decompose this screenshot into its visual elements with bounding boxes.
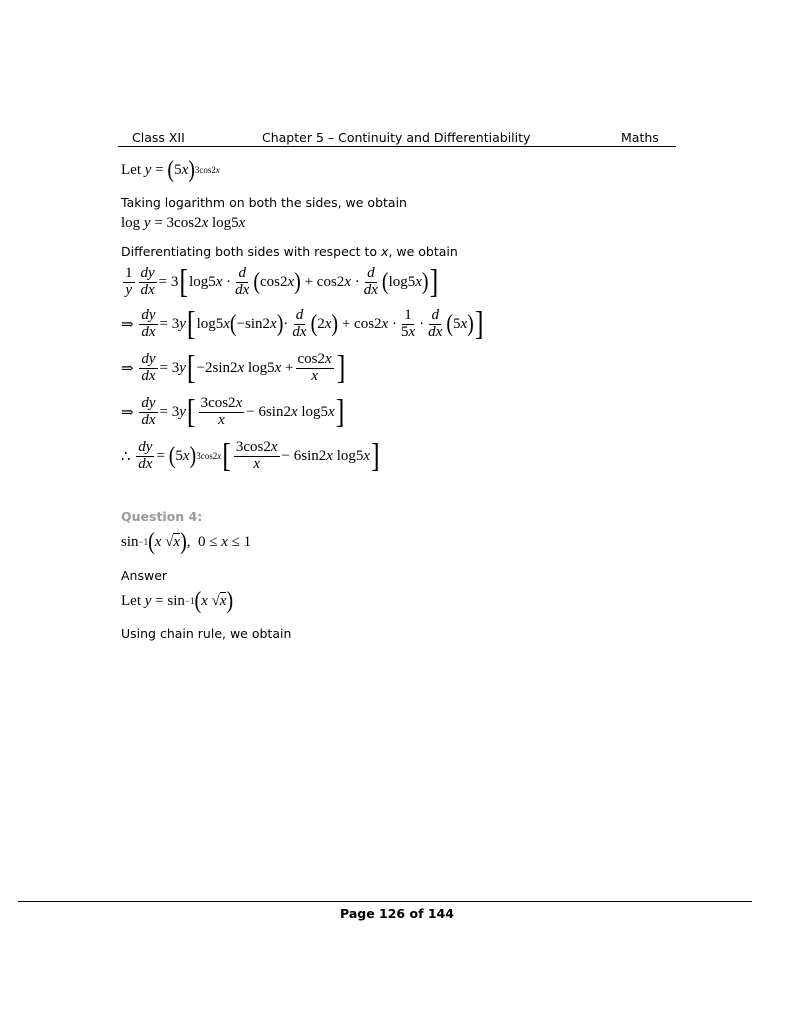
text-chain-rule: Using chain rule, we obtain — [121, 626, 292, 641]
header-subject: Maths — [621, 130, 659, 145]
header-chapter: Chapter 5 – Continuity and Differentiability — [262, 130, 531, 145]
footer-rule — [18, 901, 752, 902]
text-differentiating: Differentiating both sides with respect to x, we obtain — [121, 244, 458, 259]
text-taking-log: Taking logarithm on both the sides, we obtain — [121, 195, 407, 210]
eq-step-1: $\frac{1}{y}$ $\frac{dy}{dx}$ = 3 [ log5 x · $\frac{d}{dx}$ ( cos2 x ) + cos2 x · $\frac{d}{dx}$ ( log5 x ) ] — [125, 262, 439, 301]
eq-step-2: ⇒ $\frac{dy}{dx}$ = 3 y [ log5 x ( −sin2 x ) · $\frac{d}{dx}$ ( 2 x ) + cos2 x · $\frac{1}{5x}$ · $\frac{d}{dx}$ ( 5 x ) ] — [121, 304, 484, 343]
eq-question: sin −1 ( x √ x ) , 0 ≤ x ≤ 1 — [121, 528, 252, 556]
eq-log-y: log y = 3cos2 x log5 x — [121, 215, 246, 231]
page-number: Page 126 of 144 — [340, 906, 454, 921]
header-rule — [118, 146, 676, 147]
eq-step-4: ⇒ $\frac{dy}{dx}$ = 3 y [ $\frac{3\cos 2x}{x}$ − 6sin2 x log5 x ] — [121, 392, 345, 431]
answer-label: Answer — [121, 568, 168, 583]
eq-let-y: Let y = ( 5 x ) 3cos2x — [121, 156, 220, 184]
header-class: Class XII — [132, 130, 185, 145]
eq-answer-let: Let y = sin −1 ( x √ x ) — [121, 587, 234, 615]
question-label: Question 4: — [121, 509, 203, 524]
eq-step-3: ⇒ $\frac{dy}{dx}$ = 3 y [ −2sin2 x log5 x + $\frac{\cos 2x}{x}$ ] — [121, 348, 346, 387]
eq-step-5: ∴ $\frac{dy}{dx}$ = ( 5 x ) 3cos2x [ $\frac{3\cos 2x}{x}$ − 6sin2 x log5 x ] — [121, 436, 380, 475]
